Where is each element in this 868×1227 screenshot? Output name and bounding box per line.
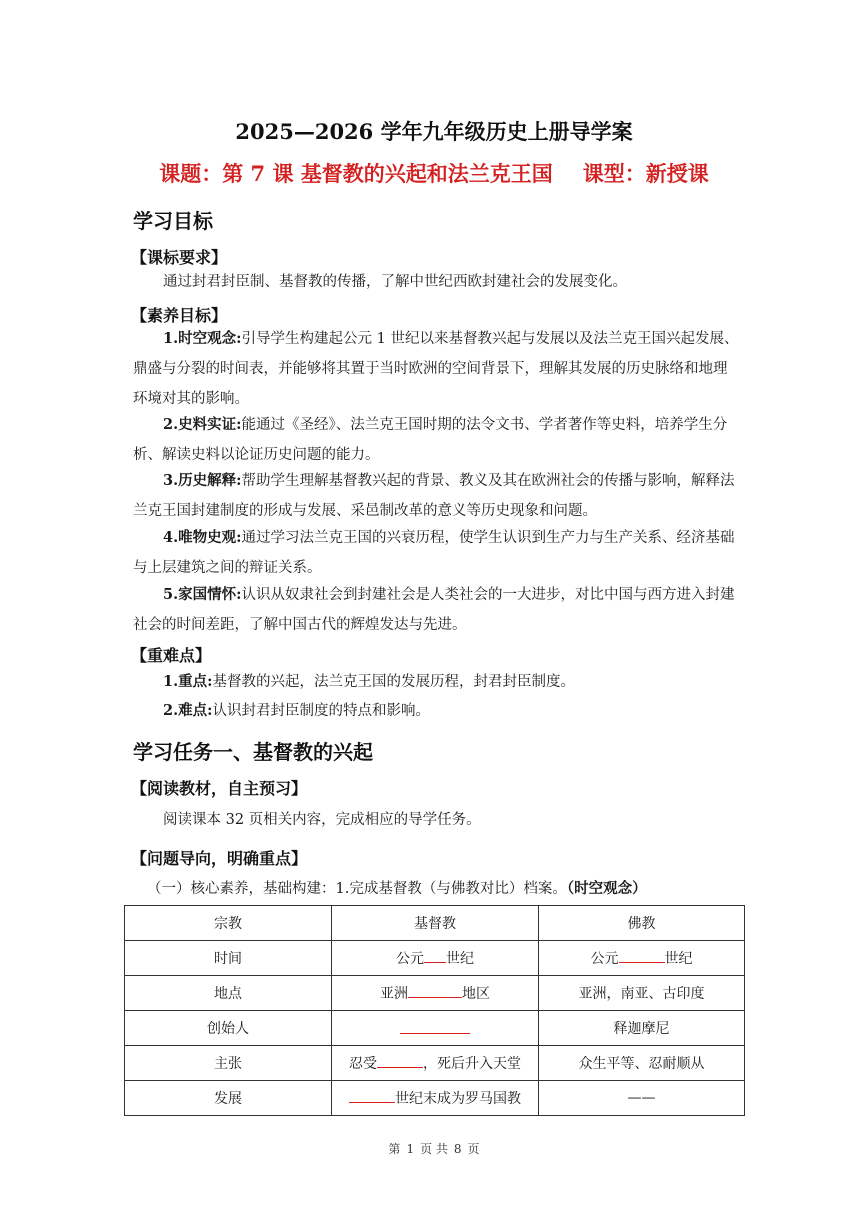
literacy-item: 4.唯物史观:通过学习法兰克王国的兴衰历程，使学生认识到生产力与生产关系、经济基础与上层建筑之间的辩证关系。 <box>133 529 735 576</box>
fill-blank[interactable] <box>377 1053 423 1068</box>
keypoint-item: 1.重点:基督教的兴起，法兰克王国的发展历程，封君封臣制度。 <box>163 673 575 690</box>
row-label: 发展 <box>125 1081 332 1116</box>
table-row <box>125 1046 745 1081</box>
literacy-item: 2.史料实证:能通过《圣经》、法兰克王国时期的法令文书、学者著作等史料，培养学生分析、解读史料以论证历史问题的能力。 <box>133 416 728 463</box>
fill-blank[interactable] <box>619 948 665 963</box>
curriculum-heading: 【课标要求】 <box>131 248 228 267</box>
cell-buddhism: 释迦摩尼 <box>539 1011 745 1046</box>
cell-christianity <box>332 1011 539 1046</box>
page-number: 1 <box>406 1142 415 1156</box>
cell-christianity: 世纪末成为罗马国教 <box>332 1081 539 1116</box>
table-row <box>125 1011 745 1046</box>
guide-tag: （时空观念） <box>566 880 647 897</box>
literacy-heading: 【素养目标】 <box>131 306 228 325</box>
task1-heading: 学习任务一、基督教的兴起 <box>133 740 373 764</box>
document-title: 2025—2026 学年九年级历史上册导学案 <box>235 119 633 144</box>
religion-comparison-table <box>124 905 745 1116</box>
page-footer: 第 1 页 共 8 页 <box>388 1142 480 1156</box>
row-label: 创始人 <box>125 1011 332 1046</box>
table-header-row <box>125 906 745 941</box>
guide-heading: 【问题导向，明确重点】 <box>131 849 308 868</box>
lesson-subtitle <box>0 158 868 188</box>
literacy-item: 3.历史解释:帮助学生理解基督教兴起的背景、教义及其在欧洲社会的传播与影响，解释法兰克王国封建制度的形成与发展、采邑制改革的意义等历史现象和问题。 <box>133 472 735 519</box>
table-header-cell: 宗教 <box>125 906 332 941</box>
keypoint-item: 2.难点:认识封君封臣制度的特点和影响。 <box>163 702 430 719</box>
table-row <box>125 976 745 1011</box>
cell-christianity: 忍受 ，死后升入天堂 <box>332 1046 539 1081</box>
preview-heading: 【阅读教材，自主预习】 <box>131 779 308 798</box>
fill-blank[interactable] <box>400 1019 470 1034</box>
cell-buddhism: 亚洲，南亚、古印度 <box>539 976 745 1011</box>
lesson-title: 课题：第 7 课 基督教的兴起和法兰克王国 <box>159 161 553 186</box>
row-label: 地点 <box>125 976 332 1011</box>
cell-christianity: 亚洲 地区 <box>332 976 539 1011</box>
table-row <box>125 1081 745 1116</box>
preview-text: 阅读课本 32 页相关内容，完成相应的导学任务。 <box>163 812 481 828</box>
cell-buddhism: —— <box>539 1081 745 1116</box>
lesson-type: 课型：新授课 <box>582 161 709 186</box>
keypoints-heading: 【重难点】 <box>131 646 212 665</box>
fill-blank[interactable] <box>424 948 446 963</box>
table-header-cell: 基督教 <box>332 906 539 941</box>
literacy-item: 1.时空观念:引导学生构建起公元 1 世纪以来基督教兴起与发展以及法兰克王国兴起发展、鼎盛与分裂的时间表，并能够将其置于当时欧洲的空间背景下，理解其发展的历史脉络和地理环境对其的影响。 <box>133 330 739 407</box>
row-label: 时间 <box>125 941 332 976</box>
table-header-cell: 佛教 <box>539 906 745 941</box>
cell-buddhism: 众生平等、忍耐顺从 <box>539 1046 745 1081</box>
cell-christianity: 公元 世纪 <box>332 941 539 976</box>
curriculum-text: 通过封君封臣制、基督教的传播，了解中世纪西欧封建社会的发展变化。 <box>163 274 627 290</box>
table-row <box>125 941 745 976</box>
cell-buddhism: 公元 世纪 <box>539 941 745 976</box>
objectives-heading: 学习目标 <box>133 209 213 233</box>
fill-blank[interactable] <box>349 1088 395 1103</box>
literacy-item: 5.家国情怀:认识从奴隶社会到封建社会是人类社会的一大进步，对比中国与西方进入封建社会的时间差距，了解中国古代的辉煌发达与先进。 <box>133 586 735 633</box>
guide-intro: （一）核心素养，基础构建：1.完成基督教（与佛教对比）档案。（时空观念） <box>147 880 647 897</box>
total-pages: 8 <box>453 1142 462 1156</box>
row-label: 主张 <box>125 1046 332 1081</box>
fill-blank[interactable] <box>408 983 462 998</box>
